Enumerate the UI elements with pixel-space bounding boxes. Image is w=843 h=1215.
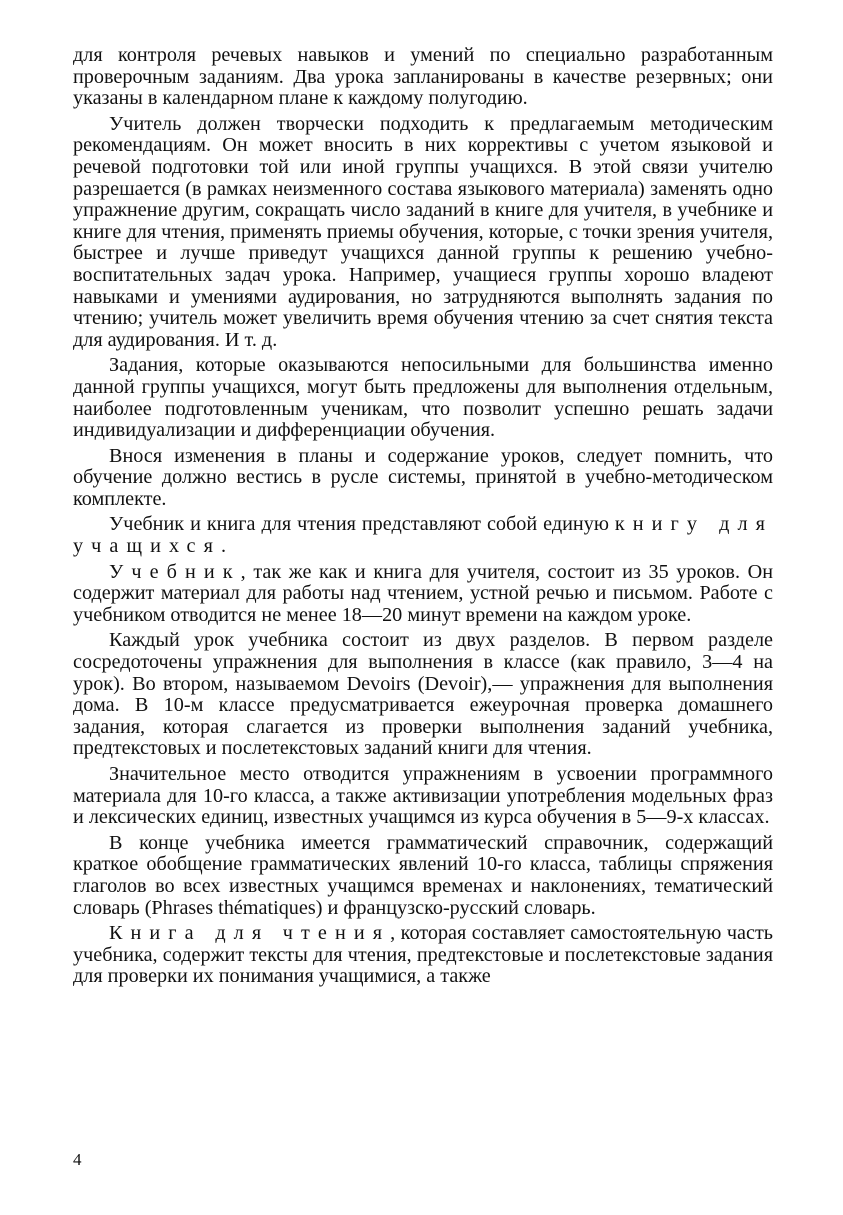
paragraph [73, 833, 773, 919]
spaced-emphasis: книгу для учащихся [73, 513, 774, 558]
paragraph [73, 514, 773, 557]
paragraph [73, 114, 773, 352]
page-number: 4 [73, 1150, 82, 1169]
paragraph [73, 355, 773, 441]
paragraph-text: Значительное место отводится упражнениям в усвоении программного материала для 10-го класса, а также активизации употребления модельных фраз и лексических единиц, известных учащимся из курса обучения в 5—9-х классах. [73, 763, 773, 829]
paragraph-text: Задания, которые оказываются непосильными для большинства именно данной группы учащихся, могут быть предложены для выполнения отдельным, наиболее подготовленным ученикам, что позволит успешно решать задачи индивидуализации и дифференциации обучения. [73, 354, 773, 442]
paragraph-text: Учебник и книга для чтения представляют собой единую [109, 513, 609, 536]
paragraph-end: . [220, 535, 226, 558]
spaced-emphasis: Учебник [109, 560, 241, 583]
paragraph [73, 630, 773, 760]
paragraph-text: , которая составляет самостоятельную часть учебника, содержит тексты для чтения, предтекстовые и послетекстовые задания для проверки их понимания учащимися, а также [73, 922, 773, 988]
paragraph [73, 446, 773, 511]
paragraph [73, 923, 773, 988]
paragraph-text: Учитель должен творчески подходить к предлагаемым методическим рекомендациям. Он может вносить в них коррективы с учетом языковой и речевой подготовки той или иной группы учащихся. В этой связи учителю разрешается (в рамках неизменного состава языкового материала) заменять одно упражнение другим, сокращать число заданий в книге для учителя, в учебнике и книге для чтения, применять приемы обучения, которые, с точки зрения учителя, быстрее и лучше приведут учащихся данной группы к решению учебно-воспитательных задач урока. Например, учащиеся группы хорошо владеют навыками и умениями аудирования, но затрудняются выполнять задания по чтению; учитель может увеличить время обучения чтению за счет снятия текста для аудирования. И т. д. [73, 112, 773, 351]
paragraph-text: Каждый урок учебника состоит из двух разделов. В первом разделе сосредоточены упражнения для выполнения в классе (как правило, 3—4 на урок). Во втором, называемом Devoirs (Devoir),— упражнения для выполнения дома. В 10-м классе предусматривается ежеурочная проверка домашнего задания, которая слагается из проверки выполнения заданий учебника, предтекстовых и послетекстовых заданий книги для чтения. [73, 629, 773, 760]
paragraph [73, 45, 773, 110]
paragraph-text: , так же как и книга для учителя, состоит из 35 уроков. Он содержит материал для работы над чтением, устной речью и письмом. Работе с учебником отводится не менее 18—20 минут времени на каждом уроке. [73, 560, 773, 626]
paragraph [73, 764, 773, 829]
paragraph [73, 562, 773, 627]
paragraph-text: В конце учебника имеется грамматический справочник, содержащий краткое обобщение грамматических явлений 10-го класса, таблицы спряжения глаголов во всех известных учащимся временах и наклонениях, тематический словарь (Phrases thématiques) и французско-русский словарь. [73, 831, 773, 919]
document-page [73, 45, 773, 992]
paragraph-text: для контроля речевых навыков и умений по специально разработанным проверочным заданиям. Два урока запланированы в качестве резервных; они указаны в календарном плане к каждому полугодию. [73, 44, 773, 110]
paragraph-text: Внося изменения в планы и содержание уроков, следует помнить, что обучение должно вестись в русле системы, принятой в учебно-методическом комплекте. [73, 444, 773, 510]
spaced-emphasis: Книга для чтения [109, 922, 391, 945]
